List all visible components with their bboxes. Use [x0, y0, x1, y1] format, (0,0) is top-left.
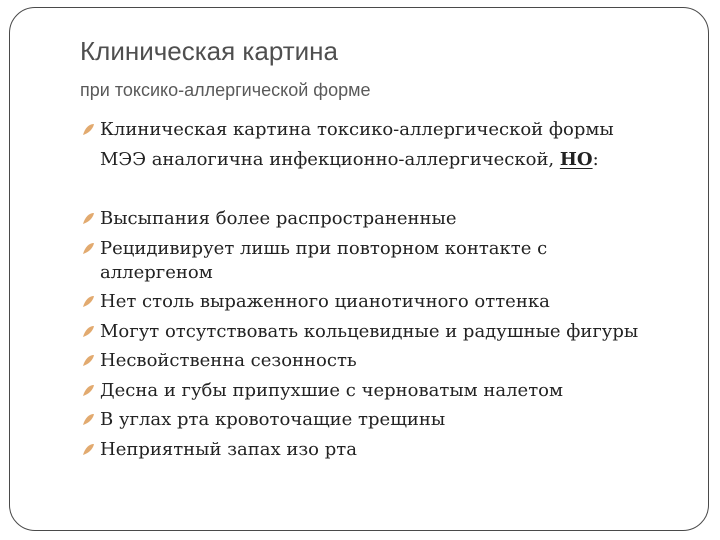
intro-line-2-suffix: :: [592, 149, 599, 170]
intro-line-2-prefix: МЭЭ аналогична инфекционно-аллергической,: [100, 149, 560, 170]
list-item-text: Рецидивирует лишь при повторном контакте с: [100, 238, 548, 259]
list-item-text: аллергеном: [100, 262, 213, 283]
intro-emphasis: НО: [559, 149, 593, 170]
feather-bullet-icon: [82, 443, 95, 456]
list-item: [100, 349, 357, 373]
feather-bullet-icon: [82, 212, 95, 225]
list-item: [100, 237, 547, 261]
feather-bullet-icon: [82, 325, 95, 338]
feather-bullet-icon: [82, 384, 95, 397]
feather-bullet-icon: [82, 242, 95, 255]
feather-bullet-icon: [82, 295, 95, 308]
list-item-intro: [100, 118, 614, 142]
slide-title: Клиническая картина: [80, 36, 338, 66]
list-item-intro-continued: [100, 148, 599, 172]
list-item-text: Могут отсутствовать кольцевидные и радушные фигуры: [100, 321, 639, 342]
slide-subtitle: при токсико-аллергической форме: [80, 80, 371, 100]
list-item: [100, 207, 457, 231]
list-item-text: Высыпания более распространенные: [100, 208, 457, 229]
list-item: [100, 379, 563, 403]
list-item: [100, 438, 357, 462]
list-item: [100, 320, 638, 344]
feather-bullet-icon: [82, 413, 95, 426]
list-item-text: Нет столь выраженного цианотичного оттенка: [100, 291, 550, 312]
list-item-continued: [100, 261, 213, 285]
list-item: [100, 408, 445, 432]
list-item-text: Десна и губы припухшие с черноватым налетом: [100, 380, 563, 401]
list-item: [100, 290, 550, 314]
list-item-text: Несвойственна сезонность: [100, 350, 357, 371]
feather-bullet-icon: [82, 123, 95, 136]
intro-line-1: Клиническая картина токсико-аллергической формы: [100, 119, 614, 140]
feather-bullet-icon: [82, 354, 95, 367]
list-item-text: Неприятный запах изо рта: [100, 439, 357, 460]
list-item-text: В углах рта кровоточащие трещины: [100, 409, 446, 430]
